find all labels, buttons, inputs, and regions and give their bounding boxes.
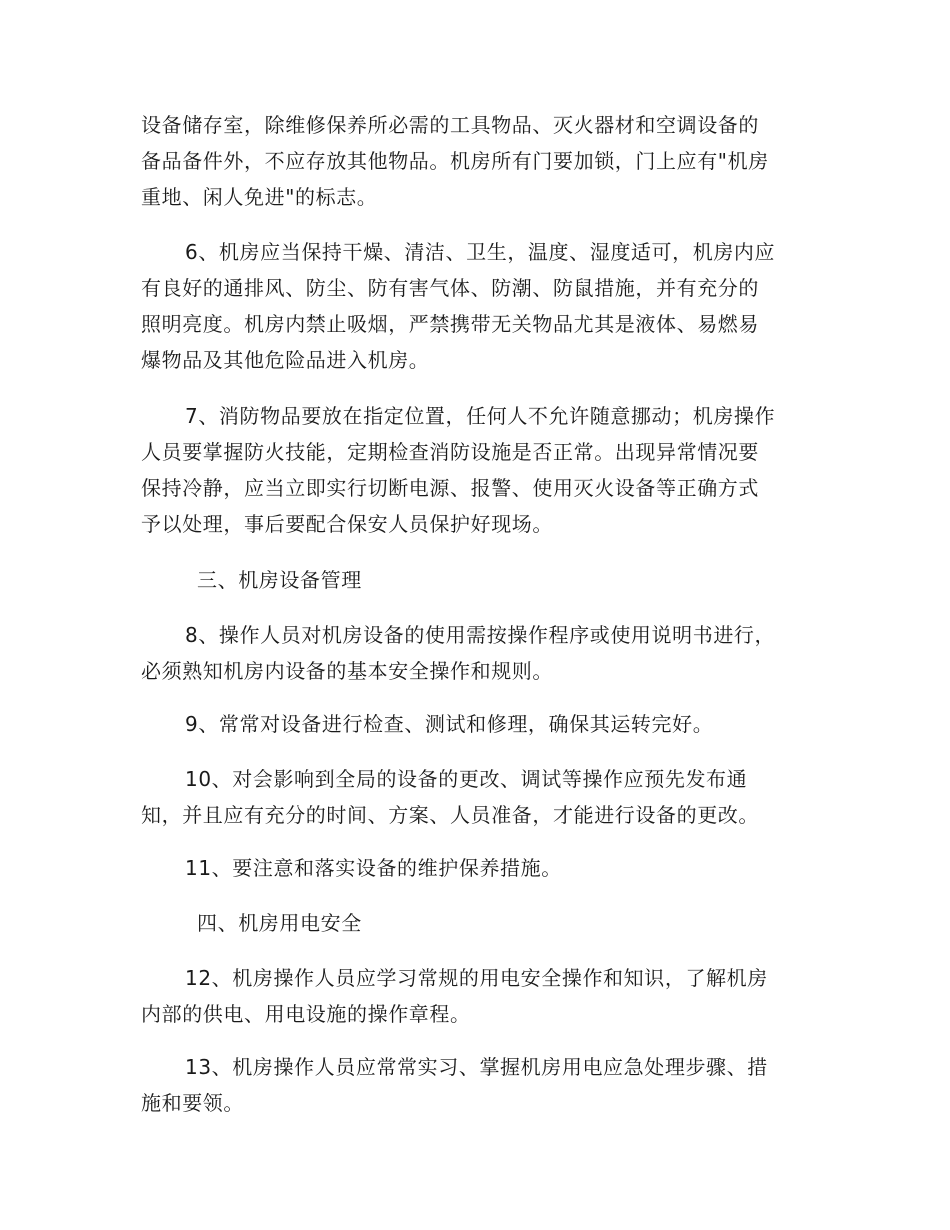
text-line: 有良好的通排风、防尘、防有害气体、防潮、防鼠措施，并有充分的 bbox=[141, 276, 759, 300]
text-line: 施和要领。 bbox=[141, 1091, 244, 1115]
paragraph-item-12 bbox=[141, 960, 821, 1032]
paragraph-item-13 bbox=[141, 1049, 821, 1121]
section-heading-3 bbox=[141, 562, 821, 598]
paragraph-item-10 bbox=[141, 761, 821, 833]
text-line: 9、常常对设备进行检查、测试和修理，确保其运转完好。 bbox=[185, 712, 714, 736]
text-line: 必须熟知机房内设备的基本安全操作和规则。 bbox=[141, 659, 553, 683]
paragraph-item-7 bbox=[141, 398, 821, 542]
text-line: 10、对会影响到全局的设备的更改、调试等操作应预先发布通 bbox=[185, 767, 748, 791]
paragraph-item-8 bbox=[141, 617, 821, 689]
text-line: 予以处理，事后要配合保安人员保护好现场。 bbox=[141, 512, 553, 536]
text-line: 爆物品及其他危险品进入机房。 bbox=[141, 348, 430, 372]
text-line: 11、要注意和落实设备的维护保养措施。 bbox=[185, 856, 562, 880]
section-heading-4 bbox=[141, 905, 821, 941]
text-line: 知，并且应有充分的时间、方案、人员准备，才能进行设备的更改。 bbox=[141, 803, 759, 827]
text-line: 设备储存室，除维修保养所必需的工具物品、灭火器材和空调设备的 bbox=[141, 113, 759, 137]
text-line: 备品备件外，不应存放其他物品。机房所有门要加锁，门上应有"机房 bbox=[141, 149, 769, 173]
text-line: 照明亮度。机房内禁止吸烟，严禁携带无关物品尤其是液体、易燃易 bbox=[141, 312, 759, 336]
heading-text: 四、机房用电安全 bbox=[197, 911, 362, 935]
text-line: 8、操作人员对机房设备的使用需按操作程序或使用说明书进行， bbox=[185, 623, 776, 647]
heading-text: 三、机房设备管理 bbox=[197, 568, 362, 592]
text-line: 人员要掌握防火技能，定期检查消防设施是否正常。出现异常情况要 bbox=[141, 440, 759, 464]
text-line: 7、消防物品要放在指定位置，任何人不允许随意挪动；机房操作 bbox=[185, 404, 776, 428]
paragraph-item-11 bbox=[141, 850, 821, 886]
paragraph-item-9 bbox=[141, 706, 821, 742]
paragraph-continued bbox=[141, 107, 821, 215]
text-line: 12、机房操作人员应学习常规的用电安全操作和知识，了解机房 bbox=[185, 966, 768, 990]
text-line: 保持冷静，应当立即实行切断电源、报警、使用灭火设备等正确方式 bbox=[141, 476, 759, 500]
text-line: 13、机房操作人员应常常实习、掌握机房用电应急处理步骤、措 bbox=[185, 1055, 768, 1079]
text-line: 6、机房应当保持干燥、清洁、卫生，温度、湿度适可，机房内应 bbox=[185, 240, 776, 264]
paragraph-item-6 bbox=[141, 234, 821, 378]
text-line: 重地、闲人免进"的标志。 bbox=[141, 185, 378, 209]
text-line: 内部的供电、用电设施的操作章程。 bbox=[141, 1002, 471, 1026]
